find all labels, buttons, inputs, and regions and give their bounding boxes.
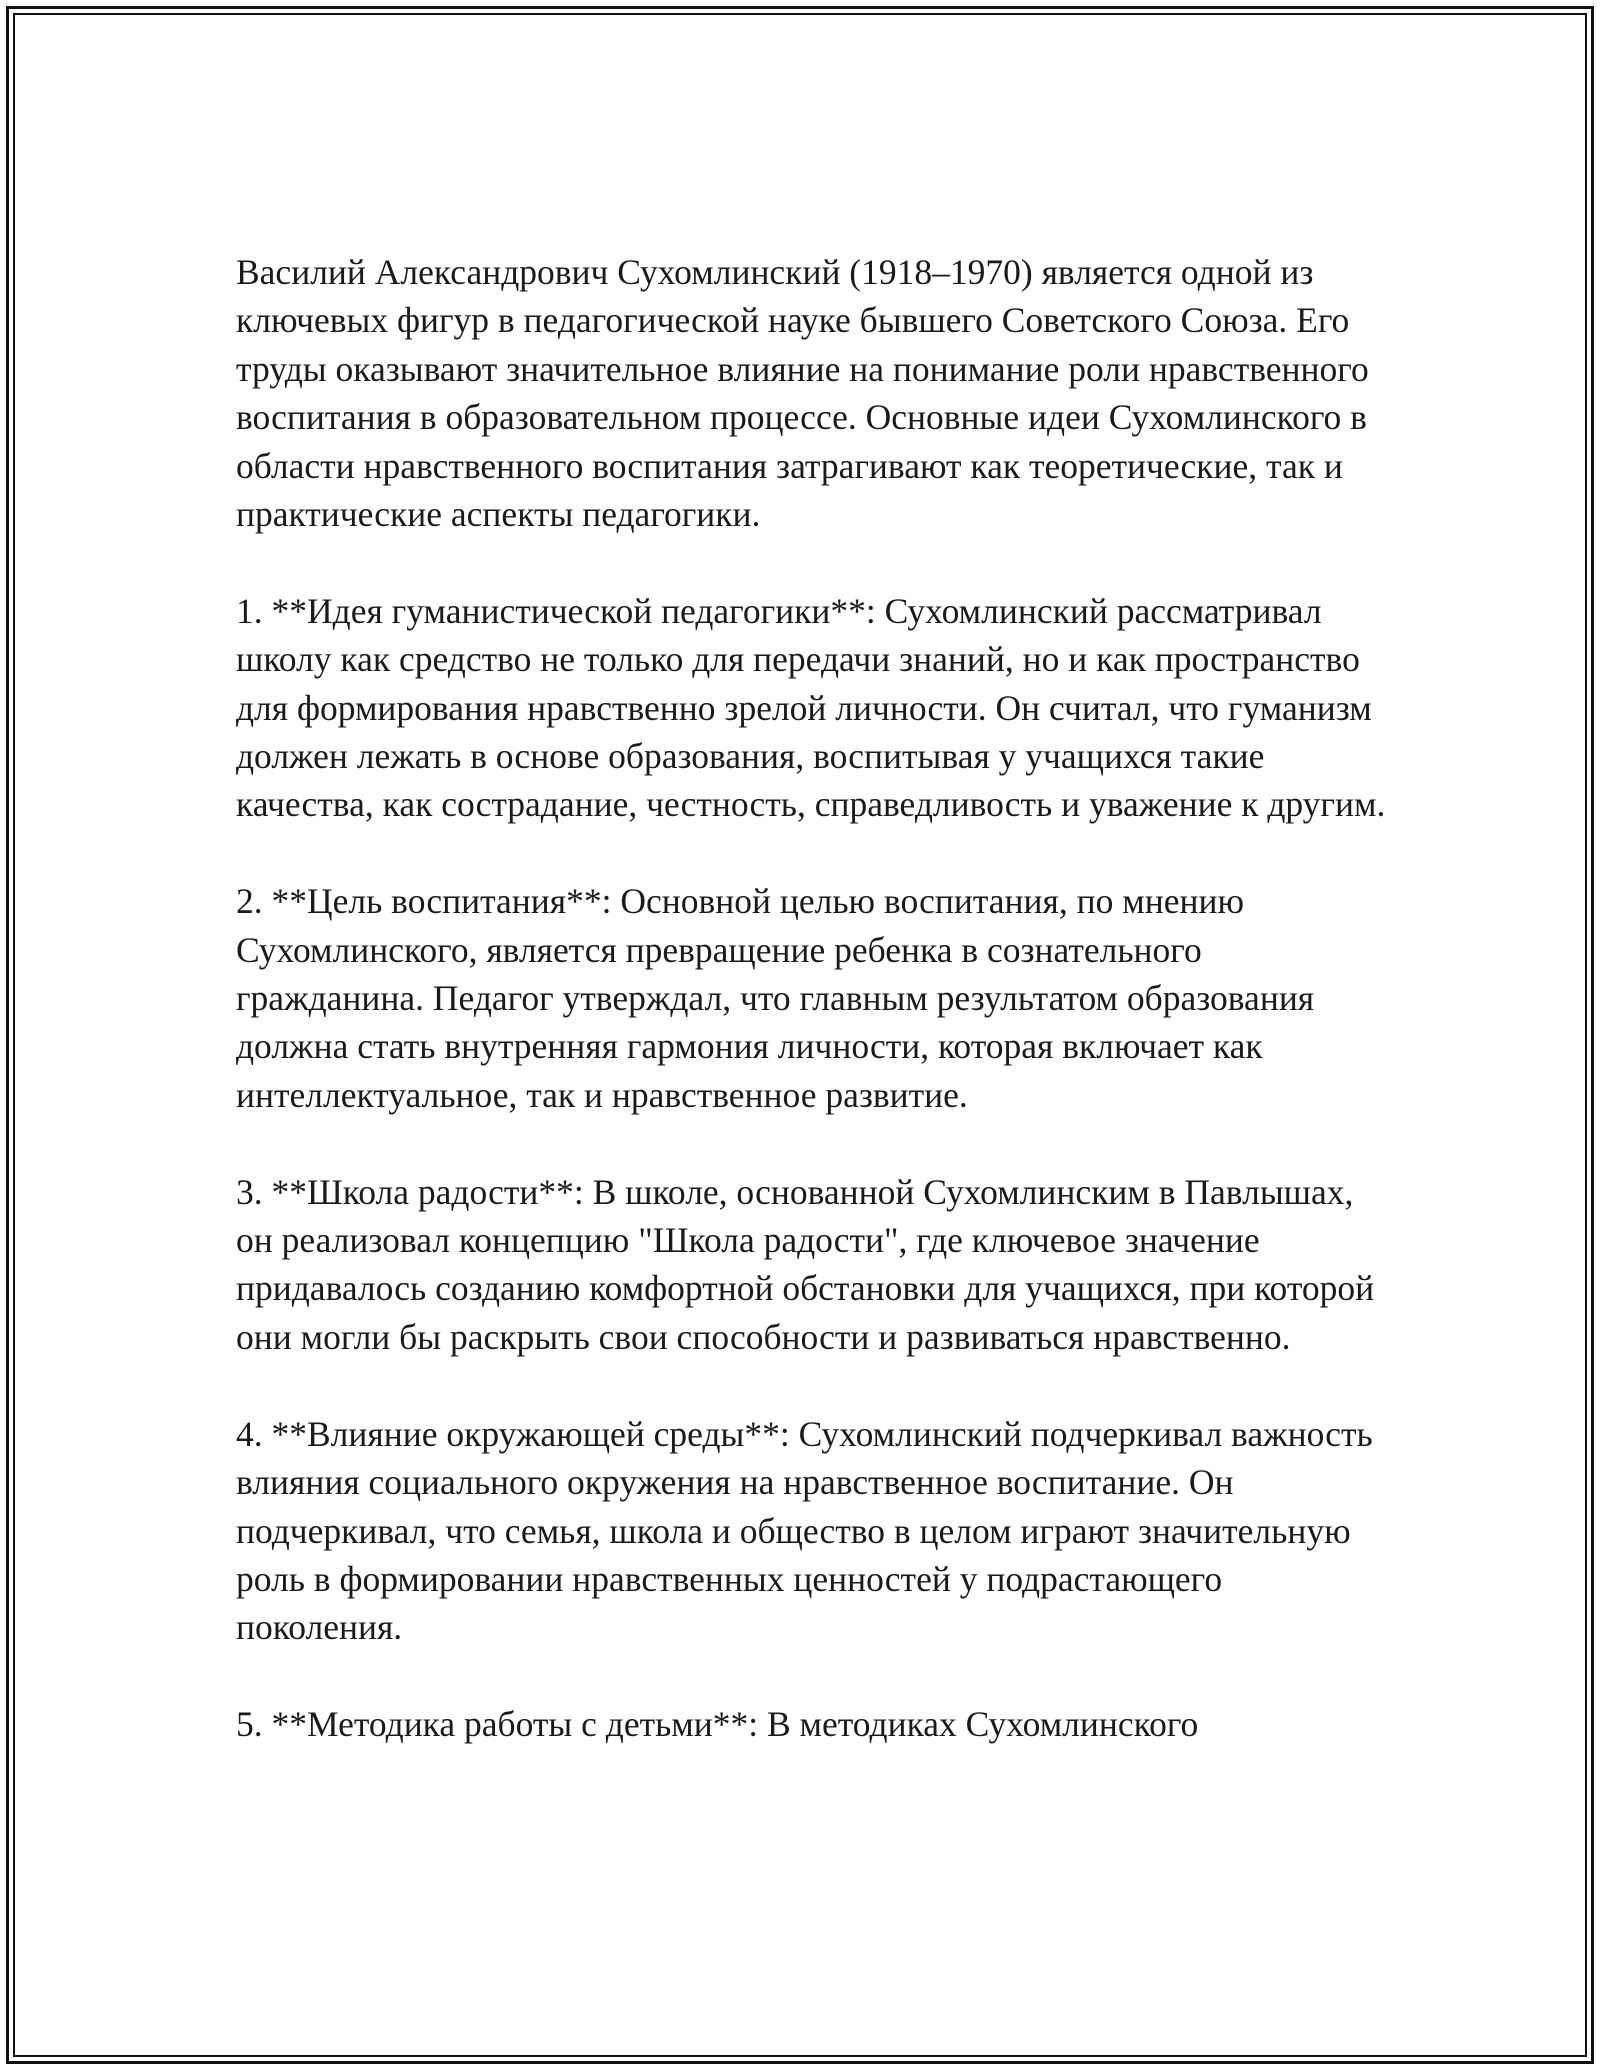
- list-item-4: 4. **Влияние окружающей среды**: Сухомлинский подчеркивал важность влияния социального окружения на нравственное воспитание. Он подчеркивал, что семья, школа и общество в целом играют значительную роль в формировании нравственных ценностей у подрастающего поколения.: [236, 1413, 1373, 1648]
- list-item-5: 5. **Методика работы с детьми**: В методиках Сухомлинского: [236, 1704, 1199, 1745]
- list-item-2: 2. **Цель воспитания**: Основной целью воспитания, по мнению Сухомлинского, является превращение ребенка в сознательного гражданина. Педагог утверждал, что главным результатом образования должна стать внутренняя гармония личности, которая включает как интеллектуальное, так и нравственное развитие.: [236, 881, 1315, 1115]
- list-item-3: 3. **Школа радости**: В школе, основанной Сухомлинским в Павлышах, он реализовал концепцию "Школа радости", где ключевое значение придавалось созданию комфортной обстановки для учащихся, при которой они могли бы раскрыть свои способности и развиваться нравственно.: [236, 1171, 1375, 1357]
- list-item-1: 1. **Идея гуманистической педагогики**: Сухомлинский рассматривал школу как средство не только для передачи знаний, но и как пространство для формирования нравственно зрелой личности. Он считал, что гуманизм должен лежать в основе образования, воспитывая у учащихся такие качества, как сострадание, честность, справедливость и уважение к другим.: [236, 590, 1386, 825]
- document-body: [236, 248, 1386, 1749]
- intro-paragraph: Василий Александрович Сухомлинский (1918–1970) является одной из ключевых фигур в педагогической науке бывшего Советского Союза. Его труды оказывают значительное влияние на понимание роли нравственного воспитания в образовательном процессе. Основные идеи Сухомлинского в области нравственного воспитания затрагивают как теоретические, так и практические аспекты педагогики.: [236, 252, 1369, 535]
